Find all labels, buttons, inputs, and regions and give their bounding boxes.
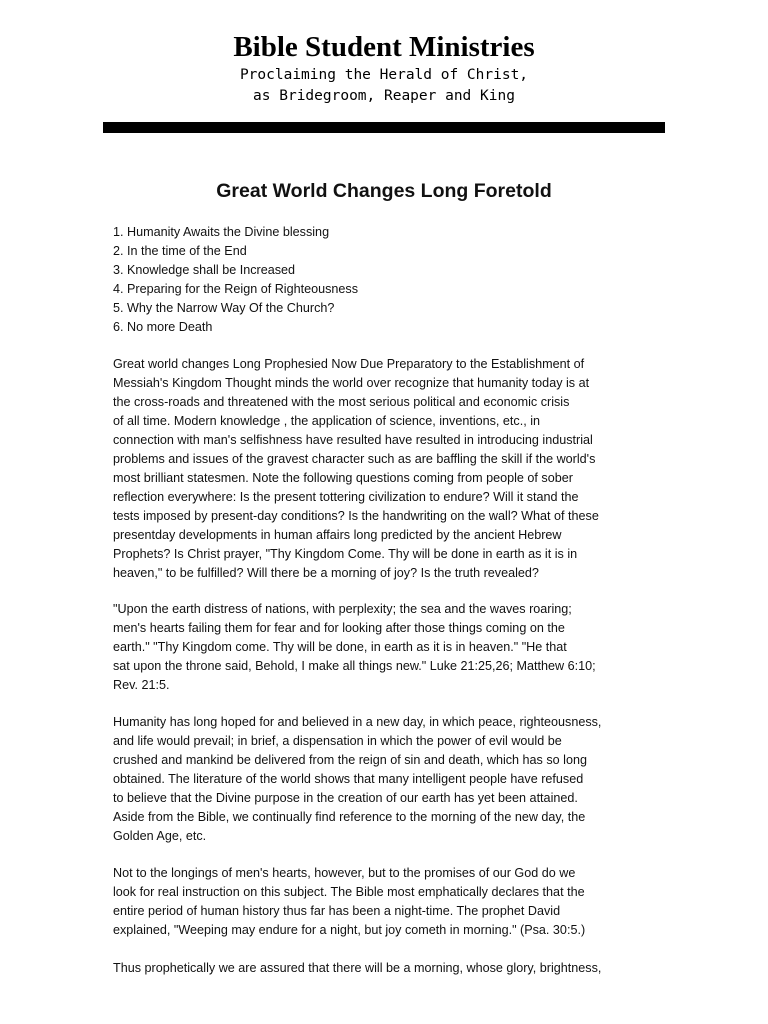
paragraph-line: entire period of human history thus far has been a night-time. The prophet David <box>113 904 561 918</box>
tagline-line-2: as Bridegroom, Reaper and King <box>253 88 515 104</box>
paragraph-line: sat upon the throne said, Behold, I make all things new." Luke 21:25,26; Matthew 6:10; <box>113 659 596 673</box>
paragraph-line: to believe that the Divine purpose in the creation of our earth has yet been attained. <box>113 791 578 805</box>
toc-item: 4. Preparing for the Reign of Righteousness <box>113 282 359 296</box>
paragraph-line: men's hearts failing them for fear and for looking after those things coming on the <box>113 621 565 635</box>
tagline-line-1: Proclaiming the Herald of Christ, <box>239 67 529 83</box>
paragraph-line: the cross-roads and threatened with the most serious political and economic crisis <box>113 395 570 409</box>
organization-title: Bible Student Ministries <box>233 31 535 63</box>
paragraph-line: heaven," to be fulfilled? Will there be a morning of joy? Is the truth revealed? <box>113 566 539 580</box>
toc-item: 1. Humanity Awaits the Divine blessing <box>113 225 330 239</box>
paragraph-line: connection with man's selfishness have resulted have resulted in introducing industrial <box>113 433 593 447</box>
paragraph-line: Prophets? Is Christ prayer, "Thy Kingdom Come. Thy will be done in earth as it is in <box>113 547 578 561</box>
paragraph-line: earth." "Thy Kingdom come. Thy will be done, in earth as it is in heaven." "He that <box>113 640 567 654</box>
paragraph-line: Messiah's Kingdom Thought minds the world over recognize that humanity today is at <box>113 376 590 390</box>
body-paragraph <box>113 959 673 978</box>
paragraph-line: Aside from the Bible, we continually find reference to the morning of the new day, the <box>113 810 586 824</box>
toc-item: 6. No more Death <box>113 320 213 334</box>
paragraph-line: of all time. Modern knowledge , the application of science, inventions, etc., in <box>113 414 541 428</box>
paragraph-line: presentday developments in human affairs long predicted by the ancient Hebrew <box>113 528 562 542</box>
paragraph-line: tests imposed by present-day conditions? Is the handwriting on the wall? What of these <box>113 509 599 523</box>
paragraph-line: look for real instruction on this subject. The Bible most emphatically declares that the <box>113 885 585 899</box>
paragraph-line: reflection everywhere: Is the present tottering civilization to endure? Will it stand the <box>113 490 579 504</box>
toc-item: 3. Knowledge shall be Increased <box>113 263 296 277</box>
scripture-quote-paragraph <box>113 600 673 695</box>
paragraph-line: Thus prophetically we are assured that there will be a morning, whose glory, brightness, <box>113 961 602 975</box>
body-paragraph <box>113 864 673 940</box>
header-divider <box>103 122 665 133</box>
paragraph-line: Golden Age, etc. <box>113 829 207 843</box>
toc-item: 5. Why the Narrow Way Of the Church? <box>113 301 335 315</box>
table-of-contents <box>113 223 358 337</box>
paragraph-line: Great world changes Long Prophesied Now Due Preparatory to the Establishment of <box>113 357 585 371</box>
paragraph-line: "Upon the earth distress of nations, with perplexity; the sea and the waves roaring; <box>113 602 572 616</box>
paragraph-line: explained, "Weeping may endure for a night, but joy cometh in morning." (Psa. 30:5.) <box>113 923 586 937</box>
article-title: Great World Changes Long Foretold <box>216 180 552 202</box>
paragraph-line: obtained. The literature of the world shows that many intelligent people have refused <box>113 772 584 786</box>
paragraph-line: most brilliant statesmen. Note the following questions coming from people of sober <box>113 471 573 485</box>
paragraph-line: crushed and mankind be delivered from the reign of sin and death, which has so long <box>113 753 587 767</box>
toc-item: 2. In the time of the End <box>113 244 247 258</box>
body-paragraph <box>113 713 673 846</box>
paragraph-line: problems and issues of the gravest character such as are baffling the skill if the world's <box>113 452 596 466</box>
paragraph-line: Humanity has long hoped for and believed in a new day, in which peace, righteousness, <box>113 715 602 729</box>
paragraph-line: and life would prevail; in brief, a dispensation in which the power of evil would be <box>113 734 562 748</box>
paragraph-line: Not to the longings of men's hearts, however, but to the promises of our God do we <box>113 866 576 880</box>
paragraph-line: Rev. 21:5. <box>113 678 170 692</box>
body-paragraph <box>113 355 673 583</box>
